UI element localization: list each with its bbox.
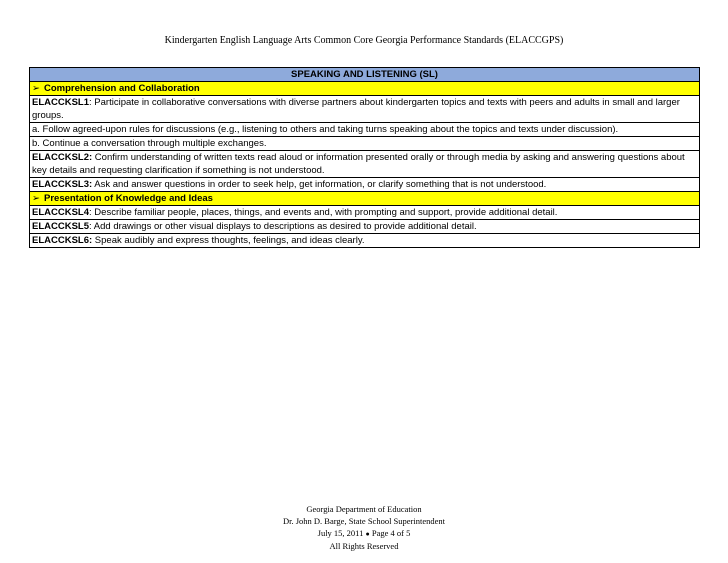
footer-rights: All Rights Reserved: [329, 541, 399, 551]
arrow-bullet-icon: ➢: [32, 83, 40, 94]
table-title: SPEAKING AND LISTENING (SL): [30, 68, 700, 82]
footer-org: Georgia Department of Education: [306, 504, 422, 514]
bullet-icon: ●: [365, 530, 370, 538]
section-heading: ➢ Presentation of Knowledge and Ideas: [30, 192, 700, 206]
table-row: a. Follow agreed-upon rules for discussions (e.g., listening to others and taking turns speaking about the topics and texts under discussion).: [30, 123, 700, 137]
page-header: Kindergarten English Language Arts Common Core Georgia Performance Standards (ELACCGPS): [164, 35, 564, 46]
standards-table: [29, 67, 700, 248]
table-row: ELACCKSL6: Speak audibly and express thoughts, feelings, and ideas clearly.: [30, 234, 700, 248]
footer-superintendent: Dr. John D. Barge, State School Superintendent: [282, 516, 446, 526]
table-row: ELACCKSL5: Add drawings or other visual displays to descriptions as desired to provide additional detail.: [30, 220, 700, 234]
table-row: b. Continue a conversation through multiple exchanges.: [30, 137, 700, 151]
footer-date-page: July 15, 2011 ● Page 4 of 5: [317, 528, 411, 538]
page-footer: [0, 503, 728, 552]
table-row: ELACCKSL1: Participate in collaborative conversations with diverse partners about kindergarten topics and texts with peers and adults in small and larger groups.: [30, 96, 700, 123]
section-heading: ➢ Comprehension and Collaboration: [30, 82, 700, 96]
table-row: ELACCKSL3: Ask and answer questions in order to seek help, get information, or clarify something that is not understood.: [30, 178, 700, 192]
table-row: ELACCKSL2: Confirm understanding of written texts read aloud or information presented orally or through media by asking and answering questions about key details and requesting clarification if something is not understood.: [30, 151, 700, 178]
table-row: ELACCKSL4: Describe familiar people, places, things, and events and, with prompting and support, provide additional detail.: [30, 206, 700, 220]
arrow-bullet-icon: ➢: [32, 193, 40, 204]
